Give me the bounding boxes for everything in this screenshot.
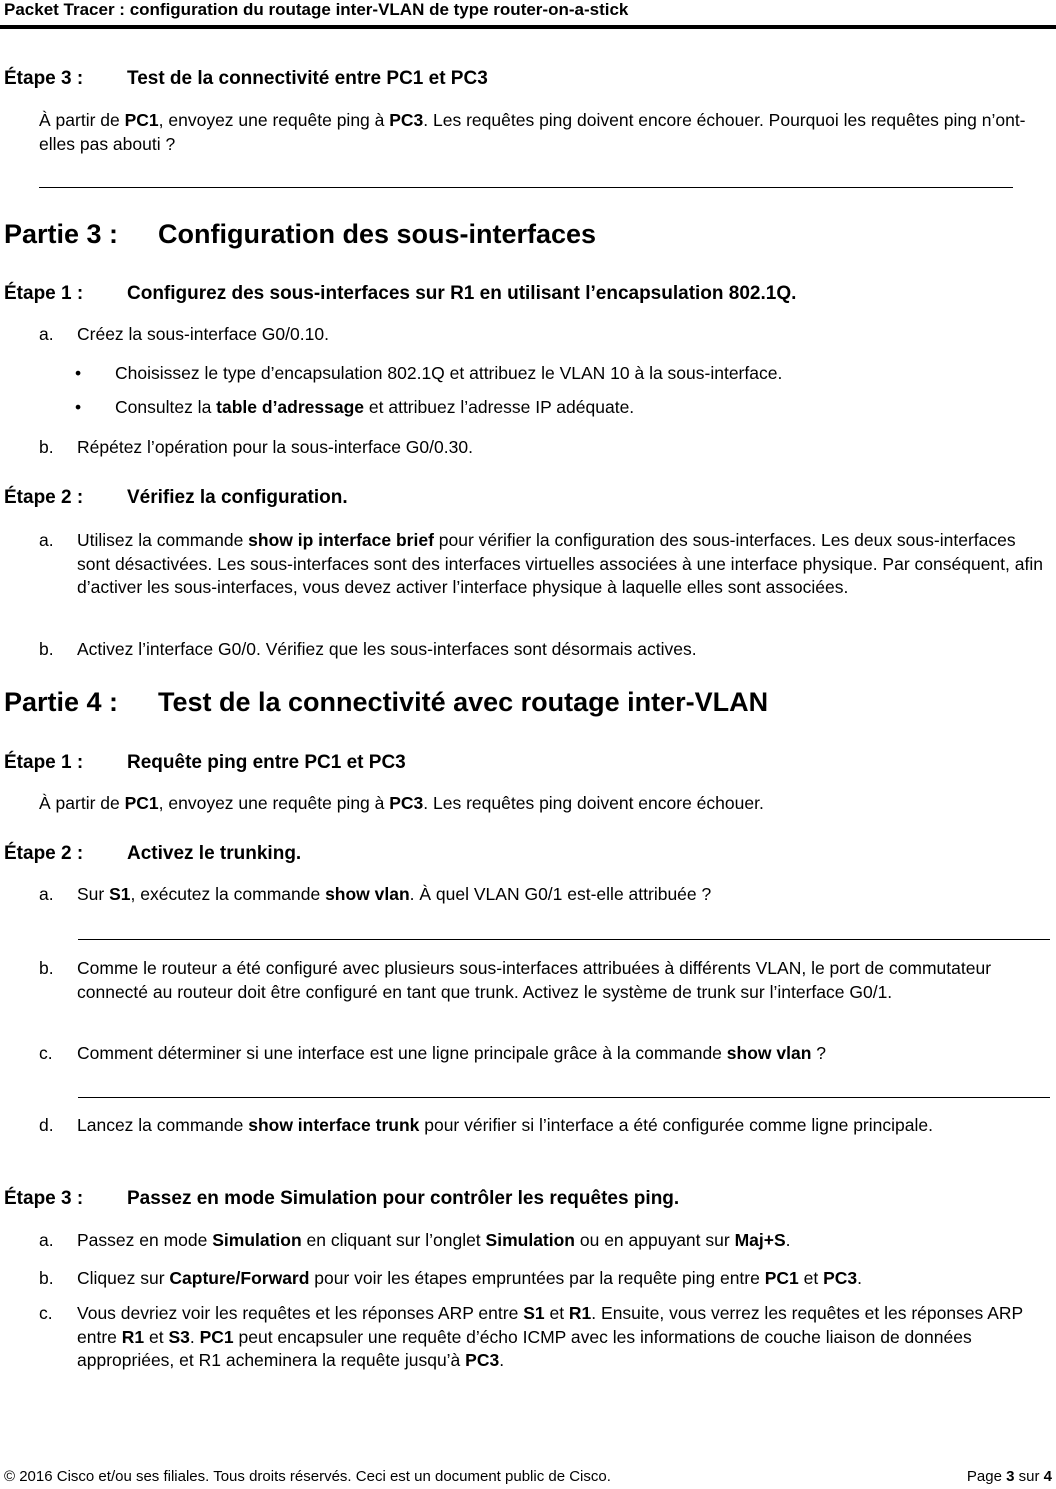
step-title: Requête ping entre PC1 et PC3: [127, 752, 406, 773]
step-label: Étape 3 :: [4, 68, 84, 89]
step-title: Vérifiez la configuration.: [127, 487, 348, 508]
part-label: Partie 3 :: [4, 219, 119, 249]
paragraph: À partir de PC1, envoyez une requête ping à PC3. Les requêtes ping doivent encore échouer.: [39, 793, 764, 813]
part-title: Configuration des sous-interfaces: [158, 219, 597, 249]
step-label: Étape 2 :: [4, 487, 84, 508]
footer-page-number: Page 3 sur 4: [966, 1468, 1052, 1485]
answer-line[interactable]: [78, 1097, 1050, 1098]
step-title: Test de la connectivité entre PC1 et PC3: [127, 68, 488, 89]
answer-line[interactable]: [39, 187, 1013, 188]
step-title: Activez le trunking.: [127, 843, 302, 864]
step-label: Étape 1 :: [4, 752, 84, 773]
part-title: Test de la connectivité avec routage inter-VLAN: [158, 687, 769, 717]
step-title: Passez en mode Simulation pour contrôler les requêtes ping.: [127, 1188, 680, 1209]
answer-line[interactable]: [78, 939, 1050, 940]
header-rule: [0, 25, 1056, 29]
footer-copyright: © 2016 Cisco et/ou ses filiales. Tous droits réservés. Ceci est un document public de Cisco.: [4, 1468, 611, 1485]
part-label: Partie 4 :: [4, 687, 119, 717]
step-title: Configurez des sous-interfaces sur R1 en utilisant l’encapsulation 802.1Q.: [127, 283, 797, 304]
document-header-title: Packet Tracer : configuration du routage inter-VLAN de type router-on-a-stick: [4, 0, 629, 19]
step-label: Étape 1 :: [4, 283, 84, 304]
step-label: Étape 2 :: [4, 843, 84, 864]
paragraph: À partir de PC1, envoyez une requête ping à PC3. Les requêtes ping doivent encore échouer. Pourquoi les requêtes ping n’ont-elles pas abouti ?: [39, 110, 1026, 154]
step-label: Étape 3 :: [4, 1188, 84, 1209]
